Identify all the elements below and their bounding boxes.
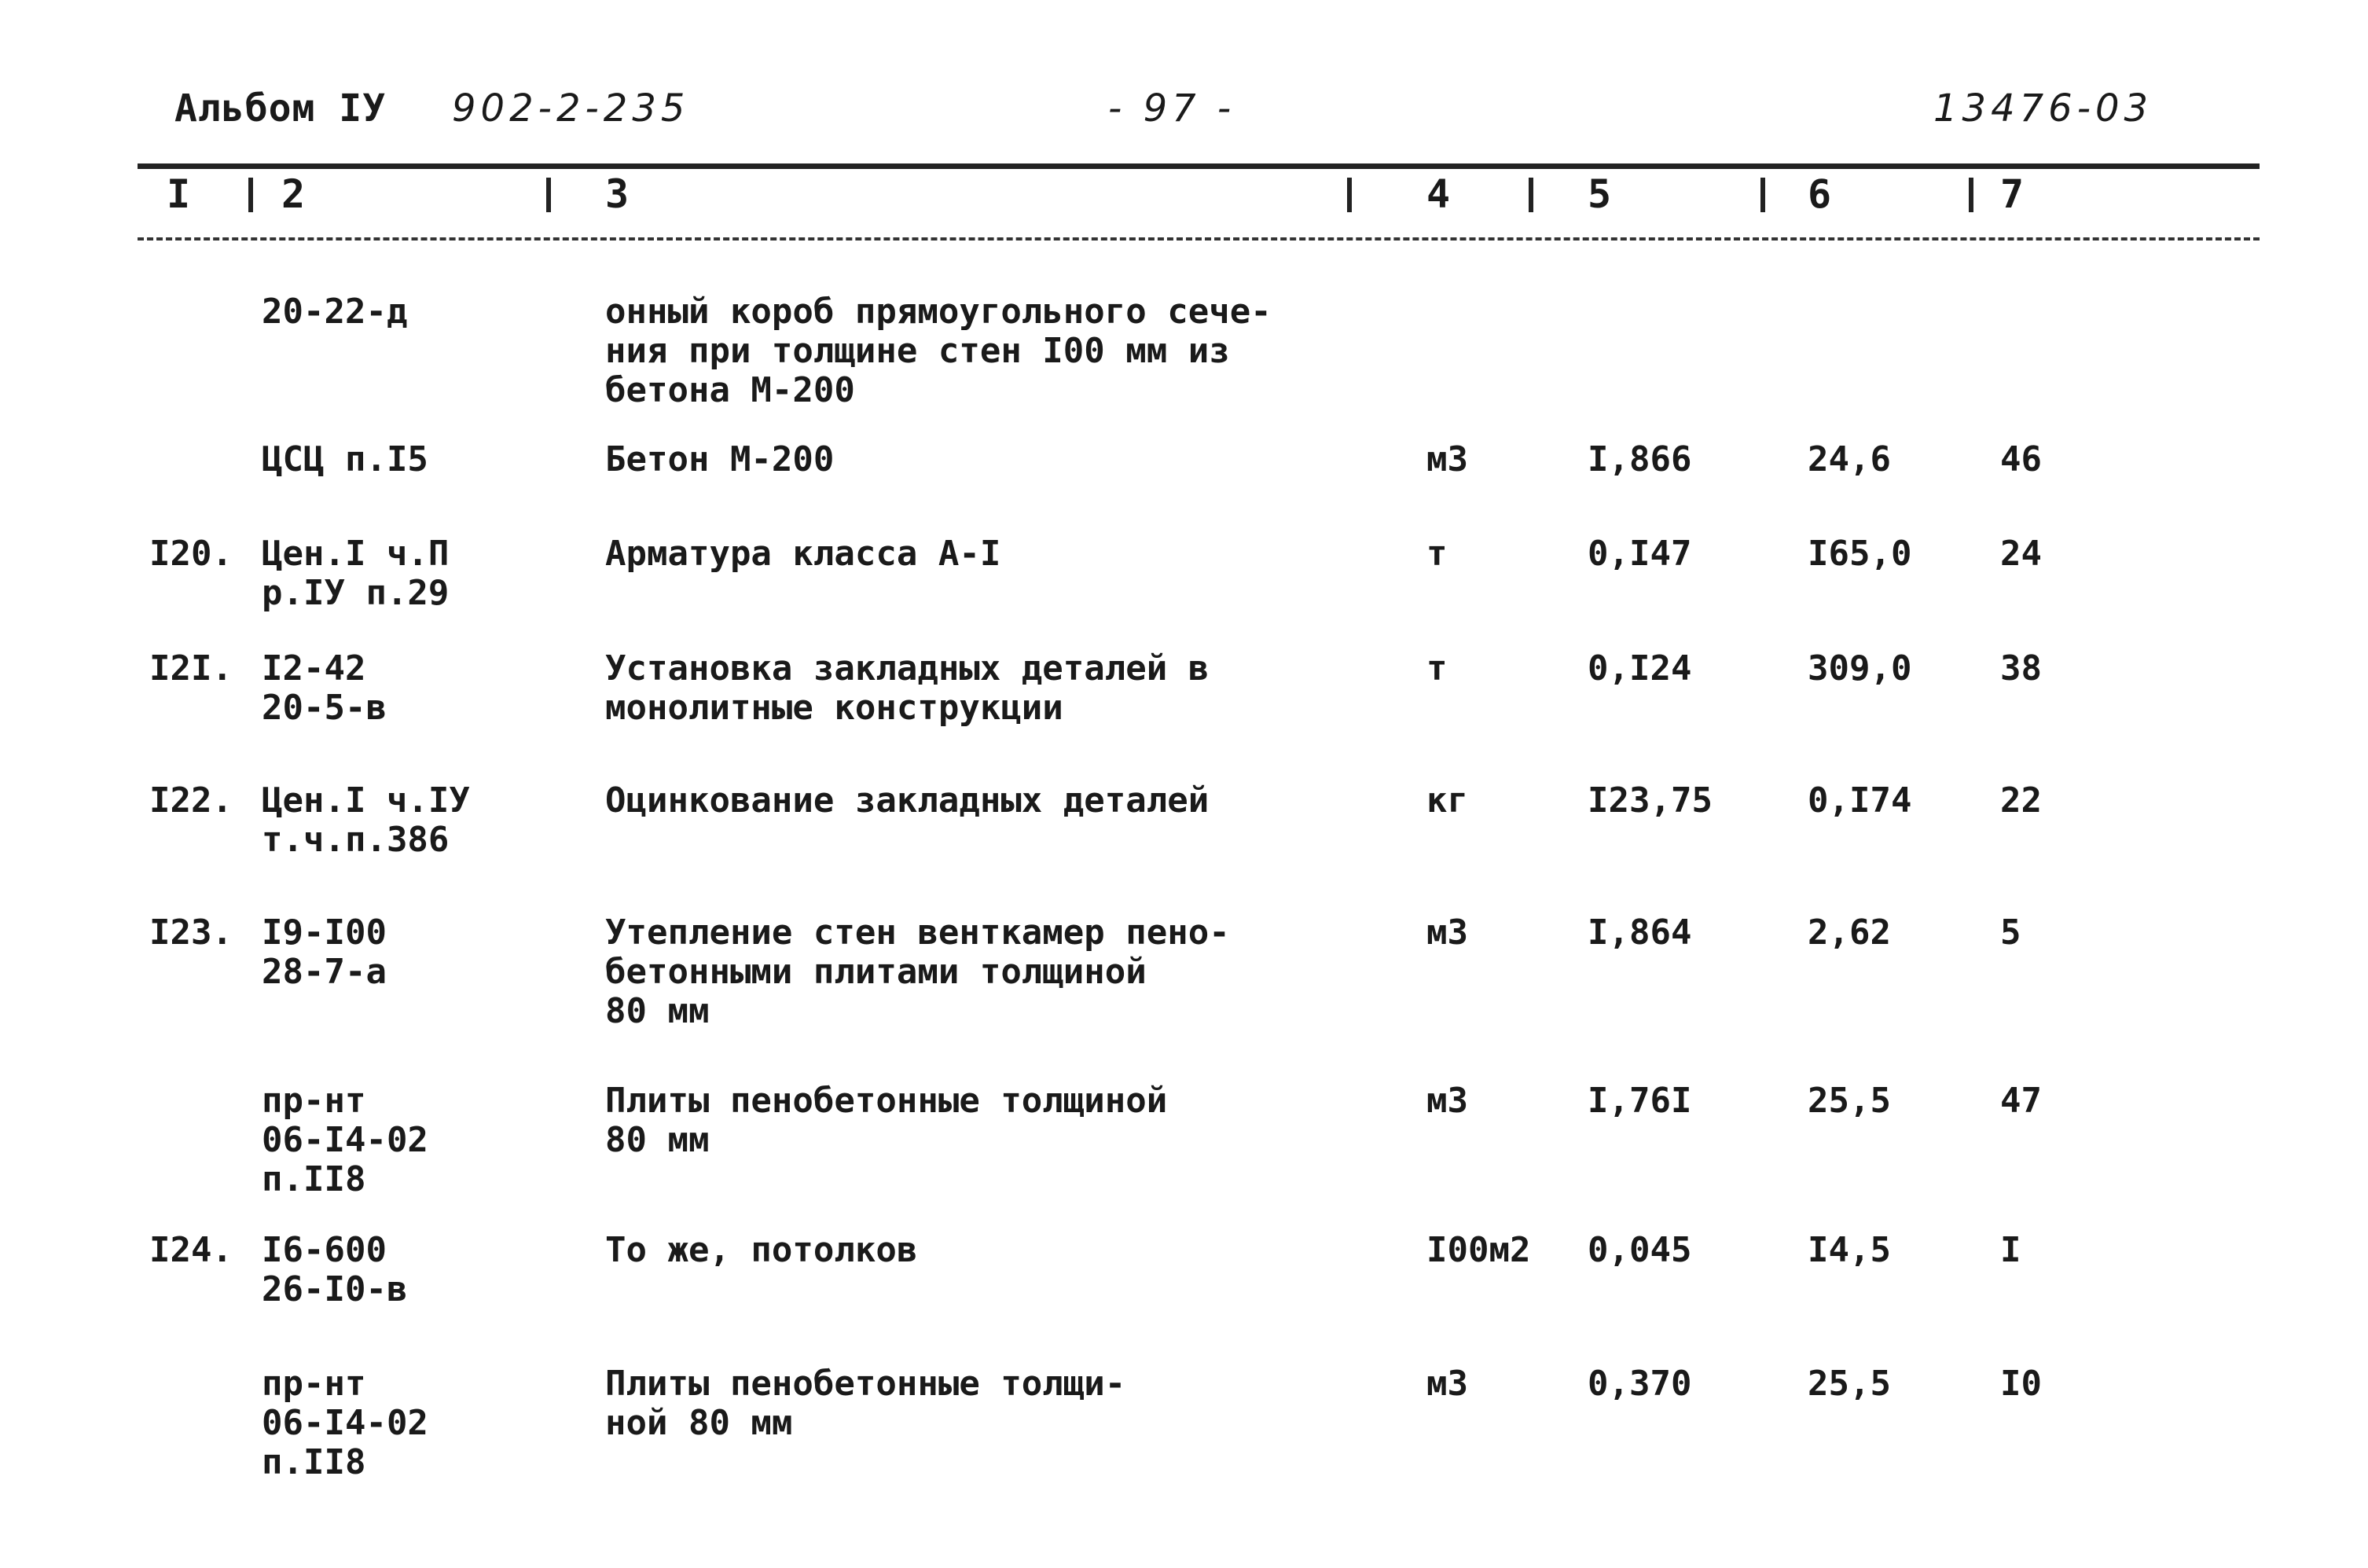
total-cost: 46: [2000, 439, 2042, 479]
page-number: - 97 -: [1108, 86, 1236, 130]
column-header-7: 7: [2000, 171, 2025, 217]
norm-code: I6-600 26-I0-в: [262, 1230, 408, 1309]
quantity: I,866: [1588, 439, 1692, 479]
row-number: I2I.: [149, 648, 233, 689]
unit: м3: [1426, 913, 1468, 953]
unit-price: 2,62: [1808, 913, 1891, 953]
norm-code: ЦСЦ п.I5: [262, 439, 428, 479]
row-number: I20.: [149, 534, 233, 574]
column-header-1: I: [167, 171, 191, 217]
total-cost: I: [2000, 1230, 2021, 1270]
row-number: I22.: [149, 780, 233, 821]
work-description: онный короб прямоугольного сече- ния при толщине стен I00 мм из бетона М-200: [605, 292, 1272, 410]
column-separator: [1529, 178, 1533, 212]
column-header-3: 3: [605, 171, 630, 217]
unit-price: 0,I74: [1808, 780, 1912, 821]
row-number: I24.: [149, 1230, 233, 1270]
column-separator: [248, 178, 253, 212]
unit-price: 309,0: [1808, 648, 1912, 689]
work-description: Оцинкование закладных деталей: [605, 780, 1210, 821]
norm-code: Цен.I ч.IУ т.ч.п.386: [262, 780, 470, 860]
album-label: Альбом IУ: [174, 86, 387, 130]
norm-code: I2-42 20-5-в: [262, 648, 387, 728]
column-header-2: 2: [281, 171, 306, 217]
unit: кг: [1426, 780, 1468, 821]
quantity: 0,I24: [1588, 648, 1692, 689]
column-header-5: 5: [1588, 171, 1612, 217]
header-bottom-rule: [138, 237, 2260, 241]
column-header-6: 6: [1808, 171, 1832, 217]
norm-code: пр-нт 06-I4-02 п.II8: [262, 1081, 428, 1199]
total-cost: I0: [2000, 1364, 2042, 1404]
work-description: Арматура класса А-I: [605, 534, 1001, 574]
work-description: Установка закладных деталей в монолитные конструкции: [605, 648, 1210, 728]
total-cost: 24: [2000, 534, 2042, 574]
unit-price: I4,5: [1808, 1230, 1891, 1270]
total-cost: 5: [2000, 913, 2021, 953]
column-separator: [1760, 178, 1765, 212]
work-description: То же, потолков: [605, 1230, 918, 1270]
document-number: 13476-03: [1933, 86, 2153, 130]
norm-code: I9-I00 28-7-а: [262, 913, 387, 992]
quantity: 0,I47: [1588, 534, 1692, 574]
total-cost: 22: [2000, 780, 2042, 821]
quantity: I,76I: [1588, 1081, 1692, 1121]
work-description: Плиты пенобетонные толщи- ной 80 мм: [605, 1364, 1126, 1443]
work-description: Утепление стен венткамер пено- бетонными плитами толщиной 80 мм: [605, 913, 1230, 1031]
quantity: 0,045: [1588, 1230, 1692, 1270]
header-rule: [138, 163, 2260, 169]
unit-price: I65,0: [1808, 534, 1912, 574]
unit: I00м2: [1426, 1230, 1531, 1270]
norm-code: Цен.I ч.П р.IУ п.29: [262, 534, 450, 613]
norm-code: 20-22-д: [262, 292, 408, 332]
work-description: Плиты пенобетонные толщиной 80 мм: [605, 1081, 1168, 1160]
total-cost: 47: [2000, 1081, 2042, 1121]
project-number: 902-2-235: [452, 86, 690, 130]
unit: м3: [1426, 1081, 1468, 1121]
quantity: 0,370: [1588, 1364, 1692, 1404]
column-separator: [1347, 178, 1352, 212]
norm-code: пр-нт 06-I4-02 п.II8: [262, 1364, 428, 1482]
total-cost: 38: [2000, 648, 2042, 689]
work-description: Бетон М-200: [605, 439, 835, 479]
unit: т: [1426, 648, 1448, 689]
quantity: I23,75: [1588, 780, 1713, 821]
unit-price: 24,6: [1808, 439, 1891, 479]
column-separator: [546, 178, 551, 212]
unit-price: 25,5: [1808, 1081, 1891, 1121]
quantity: I,864: [1588, 913, 1692, 953]
unit-price: 25,5: [1808, 1364, 1891, 1404]
column-header-4: 4: [1426, 171, 1451, 217]
unit: м3: [1426, 439, 1468, 479]
unit: м3: [1426, 1364, 1468, 1404]
column-separator: [1969, 178, 1973, 212]
row-number: I23.: [149, 913, 233, 953]
unit: т: [1426, 534, 1448, 574]
